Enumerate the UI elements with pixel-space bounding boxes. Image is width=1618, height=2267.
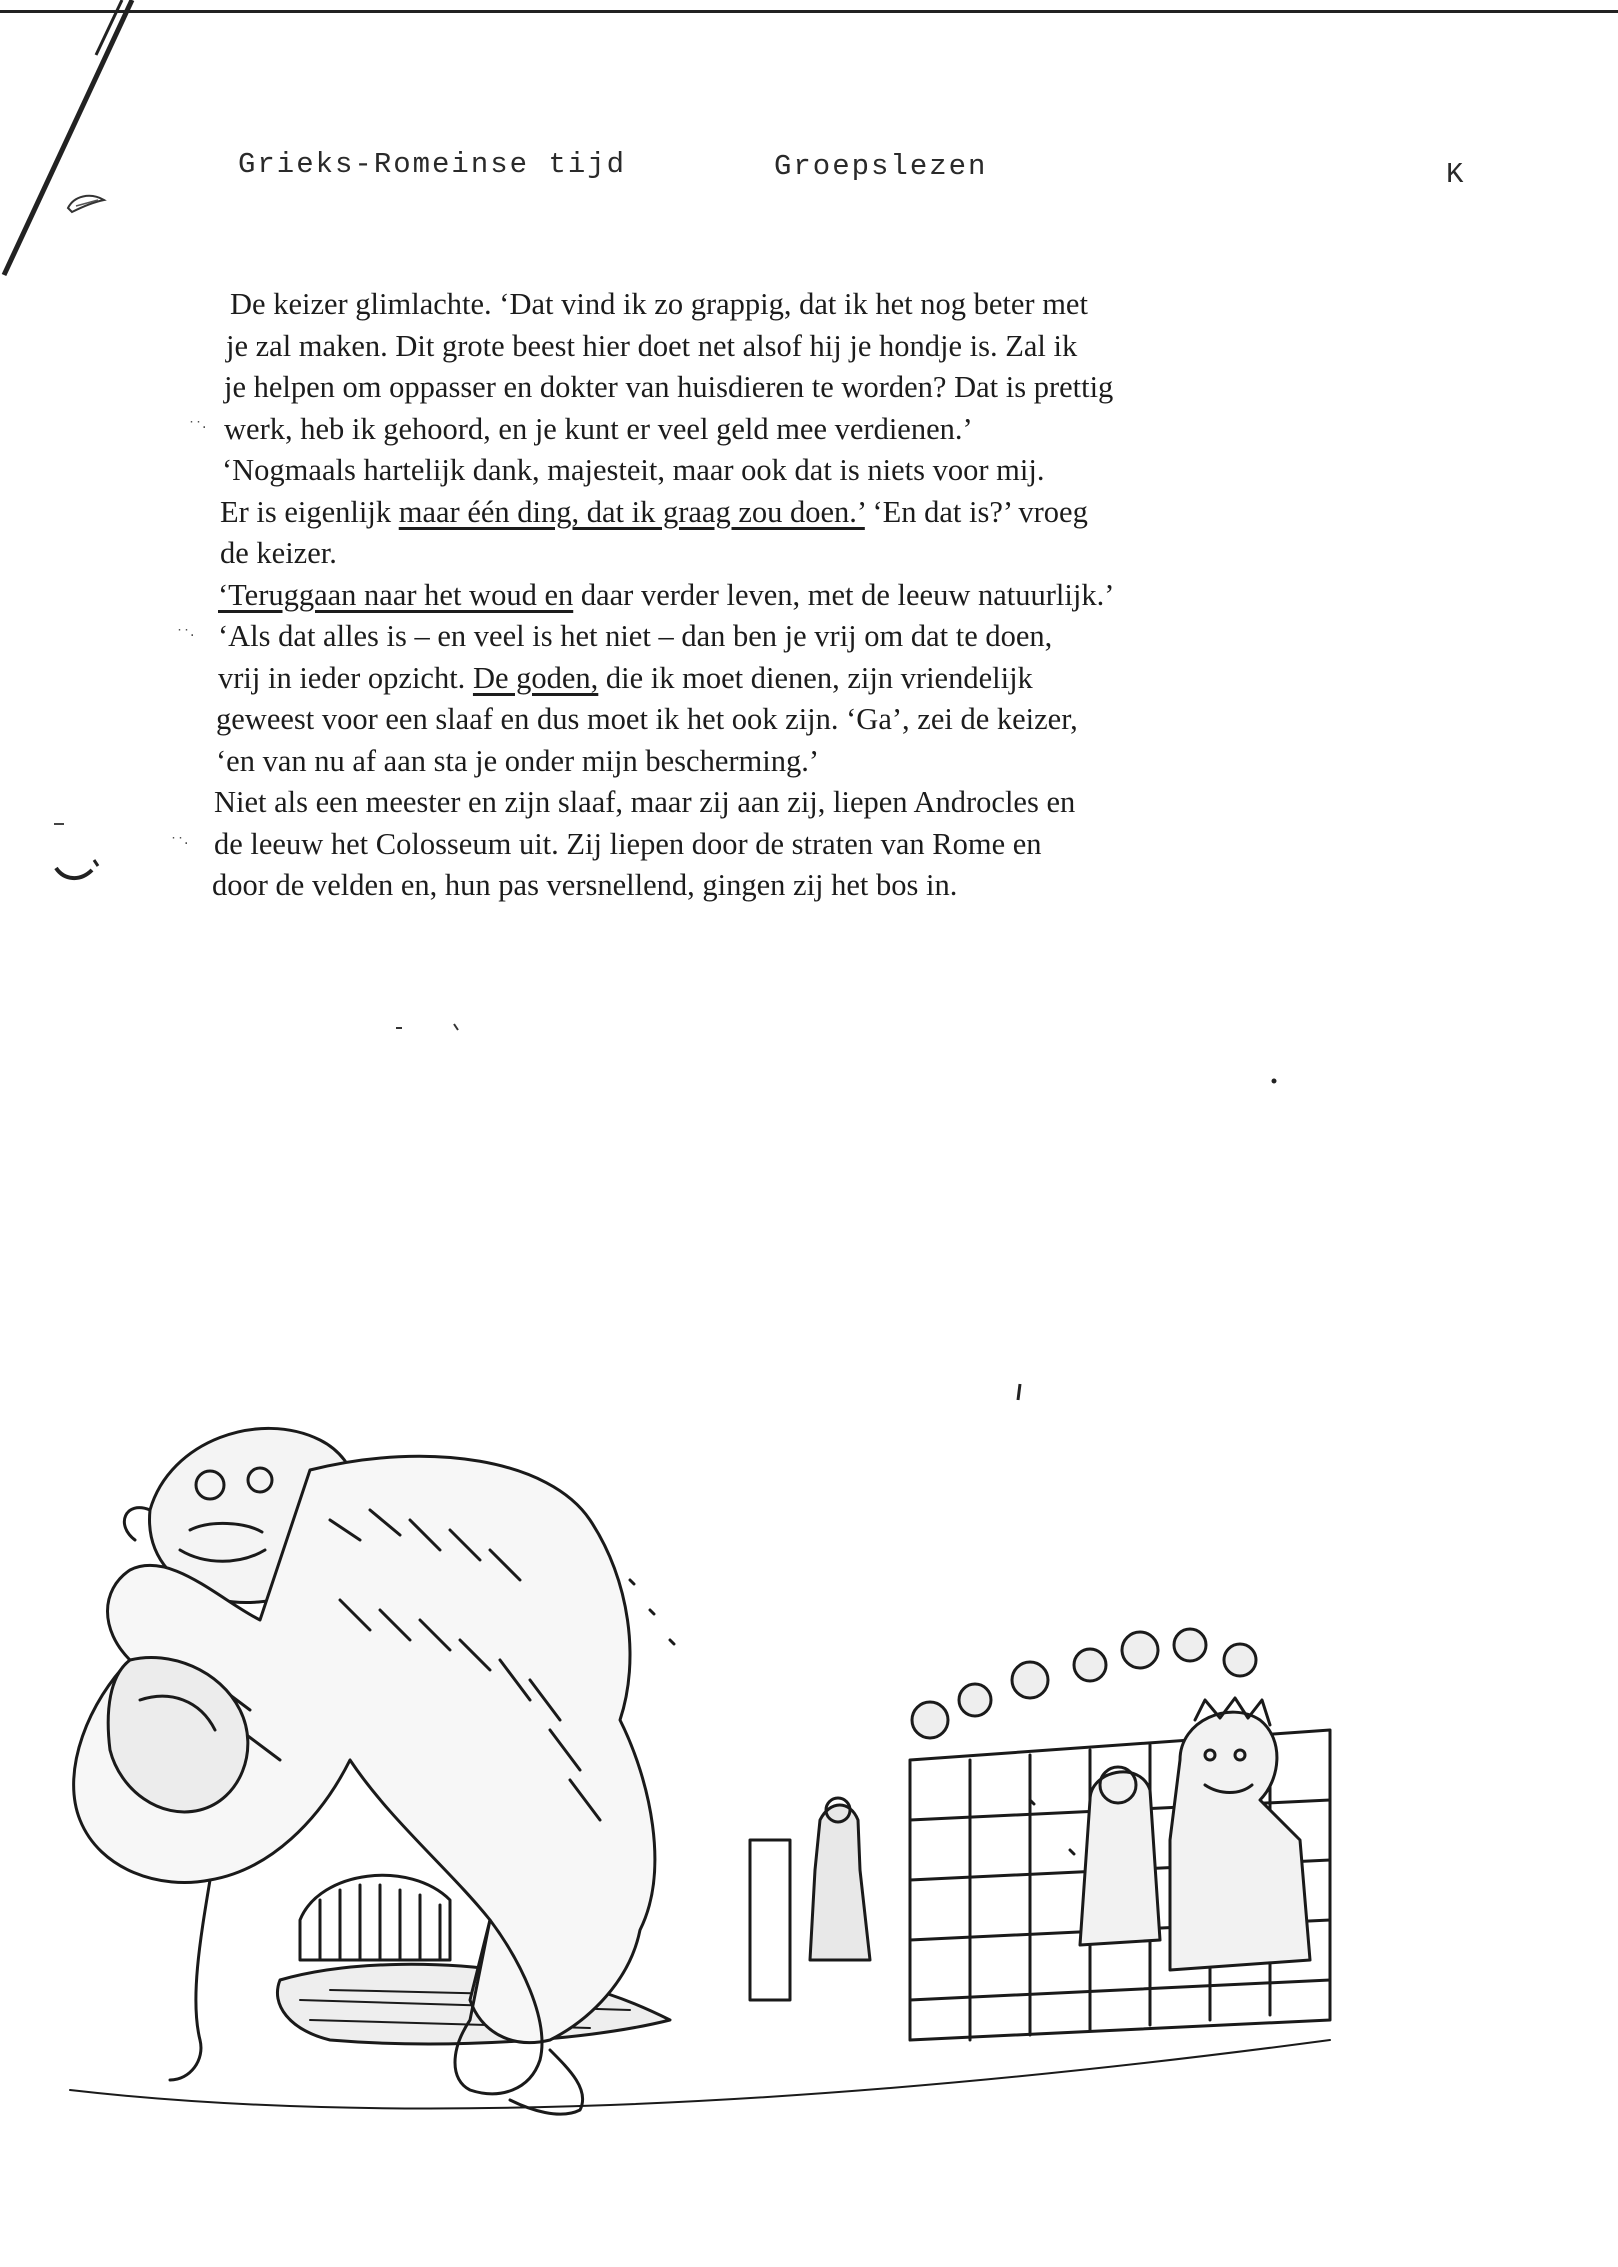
text-line: je zal maken. Dit grote beest hier doet net alsof hij je hondje is. Zal ik (226, 328, 1078, 363)
underlined-phrase: De goden, (472, 660, 599, 695)
smudge-mark (50, 820, 110, 900)
margin-mark: ˙˙· (188, 420, 207, 436)
text-segment: die ik moet dienen, zijn vriendelijk (598, 660, 1033, 695)
text-line: ‘Nogmaals hartelijk dank, majesteit, maar ook dat is niets voor mij. (222, 453, 1045, 487)
text-line: je helpen om oppasser en dokter van huisdieren te worden? Dat is prettig (224, 370, 1114, 404)
text-segment: vrij in ieder opzicht. (218, 660, 473, 695)
smudge-mark (390, 1018, 470, 1038)
text-segment: ‘En dat is?’ vroeg (864, 494, 1088, 529)
text-line: geweest voor een slaaf en dus moet ik het ook zijn. ‘Ga’, zei de keizer, (216, 702, 1078, 736)
text-line: ‘en van nu af aan sta je onder mijn bescherming.’ (216, 743, 820, 778)
corner-slash-mark (0, 0, 140, 290)
header-letter: K (1446, 158, 1466, 191)
margin-mark: ˙˙· (170, 836, 189, 852)
text-line: de keizer. (220, 536, 337, 570)
text-line (212, 492, 1302, 534)
underlined-phrase: ‘Teruggaan naar het woud en (218, 577, 574, 612)
underlined-phrase: maar één ding, dat ik graag zou doen.’ (398, 494, 865, 529)
text-segment: Er is eigenlijk (220, 494, 399, 529)
smudge-mark (1268, 1075, 1280, 1087)
text-line: werk, heb ik gehoord, en je kunt er veel geld mee verdienen.’ (224, 411, 973, 446)
text-line: De keizer glimlachte. ‘Dat vind ik zo grappig, dat ik het nog beter met (230, 287, 1088, 321)
story-paragraph (212, 284, 1302, 907)
margin-mark: ˙˙· (176, 628, 195, 644)
text-line (212, 575, 1302, 617)
header-section-title: Grieks-Romeinse tijd (238, 148, 627, 181)
text-line: door de velden en, hun pas versnellend, gingen zij het bos in. (212, 868, 958, 902)
text-line: Niet als een meester en zijn slaaf, maar zij aan zij, liepen Androcles en (214, 785, 1076, 819)
punch-hole-mark-icon (64, 190, 112, 218)
text-line: de leeuw het Colosseum uit. Zij liepen door de straten van Rome en (214, 826, 1042, 861)
colosseum-illustration (30, 1400, 1350, 2200)
text-line: ‘Als dat alles is – en veel is het niet – dan ben je vrij om dat te doen, (218, 619, 1053, 653)
text-segment: daar verder leven, met de leeuw natuurlijk.’ (573, 577, 1115, 612)
header-activity-title: Groepslezen (774, 150, 988, 183)
text-line (212, 658, 1302, 700)
top-border-line (0, 10, 1618, 13)
